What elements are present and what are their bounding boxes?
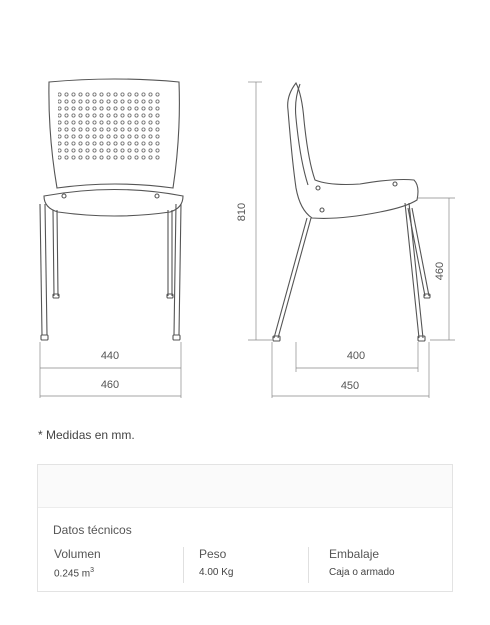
embalaje-value: Caja o armado <box>329 567 395 578</box>
peso-label: Peso <box>199 547 227 561</box>
front-view <box>40 79 183 340</box>
spec-embalaje <box>308 547 459 583</box>
dim-front-seat-width: 440 <box>100 350 120 362</box>
volumen-label: Volumen <box>54 547 101 561</box>
side-backrest-seat-shell <box>288 83 418 218</box>
side-view <box>273 83 430 341</box>
spec-volumen <box>54 547 184 583</box>
specs-card <box>37 464 453 592</box>
dim-seat-height: 460 <box>434 261 446 281</box>
volumen-value: 0.245 $m^3$ <box>54 567 95 580</box>
front-leg-right-outer <box>174 204 181 335</box>
dim-front-total-width: 460 <box>100 379 120 391</box>
embalaje-label: Embalaje <box>329 547 380 561</box>
dim-total-height: 810 <box>236 202 248 222</box>
dim-side-total-depth: 450 <box>340 380 360 392</box>
volumen-exponent: 3 <box>90 567 95 574</box>
front-leg-left-inner <box>53 210 58 296</box>
front-leg-left-outer <box>40 204 47 335</box>
front-backrest-perforation <box>58 92 161 162</box>
front-seat <box>44 190 183 217</box>
specs-title: Datos técnicos <box>53 523 132 537</box>
spec-peso <box>183 547 324 583</box>
dim-side-seat-depth: 400 <box>346 350 366 362</box>
side-leg-front <box>274 218 311 338</box>
peso-value: 4.00 Kg <box>199 567 234 578</box>
specs-card-header-band <box>38 465 452 508</box>
measurement-note: * Medidas en mm. <box>38 428 135 442</box>
front-leg-right-inner <box>168 210 172 296</box>
